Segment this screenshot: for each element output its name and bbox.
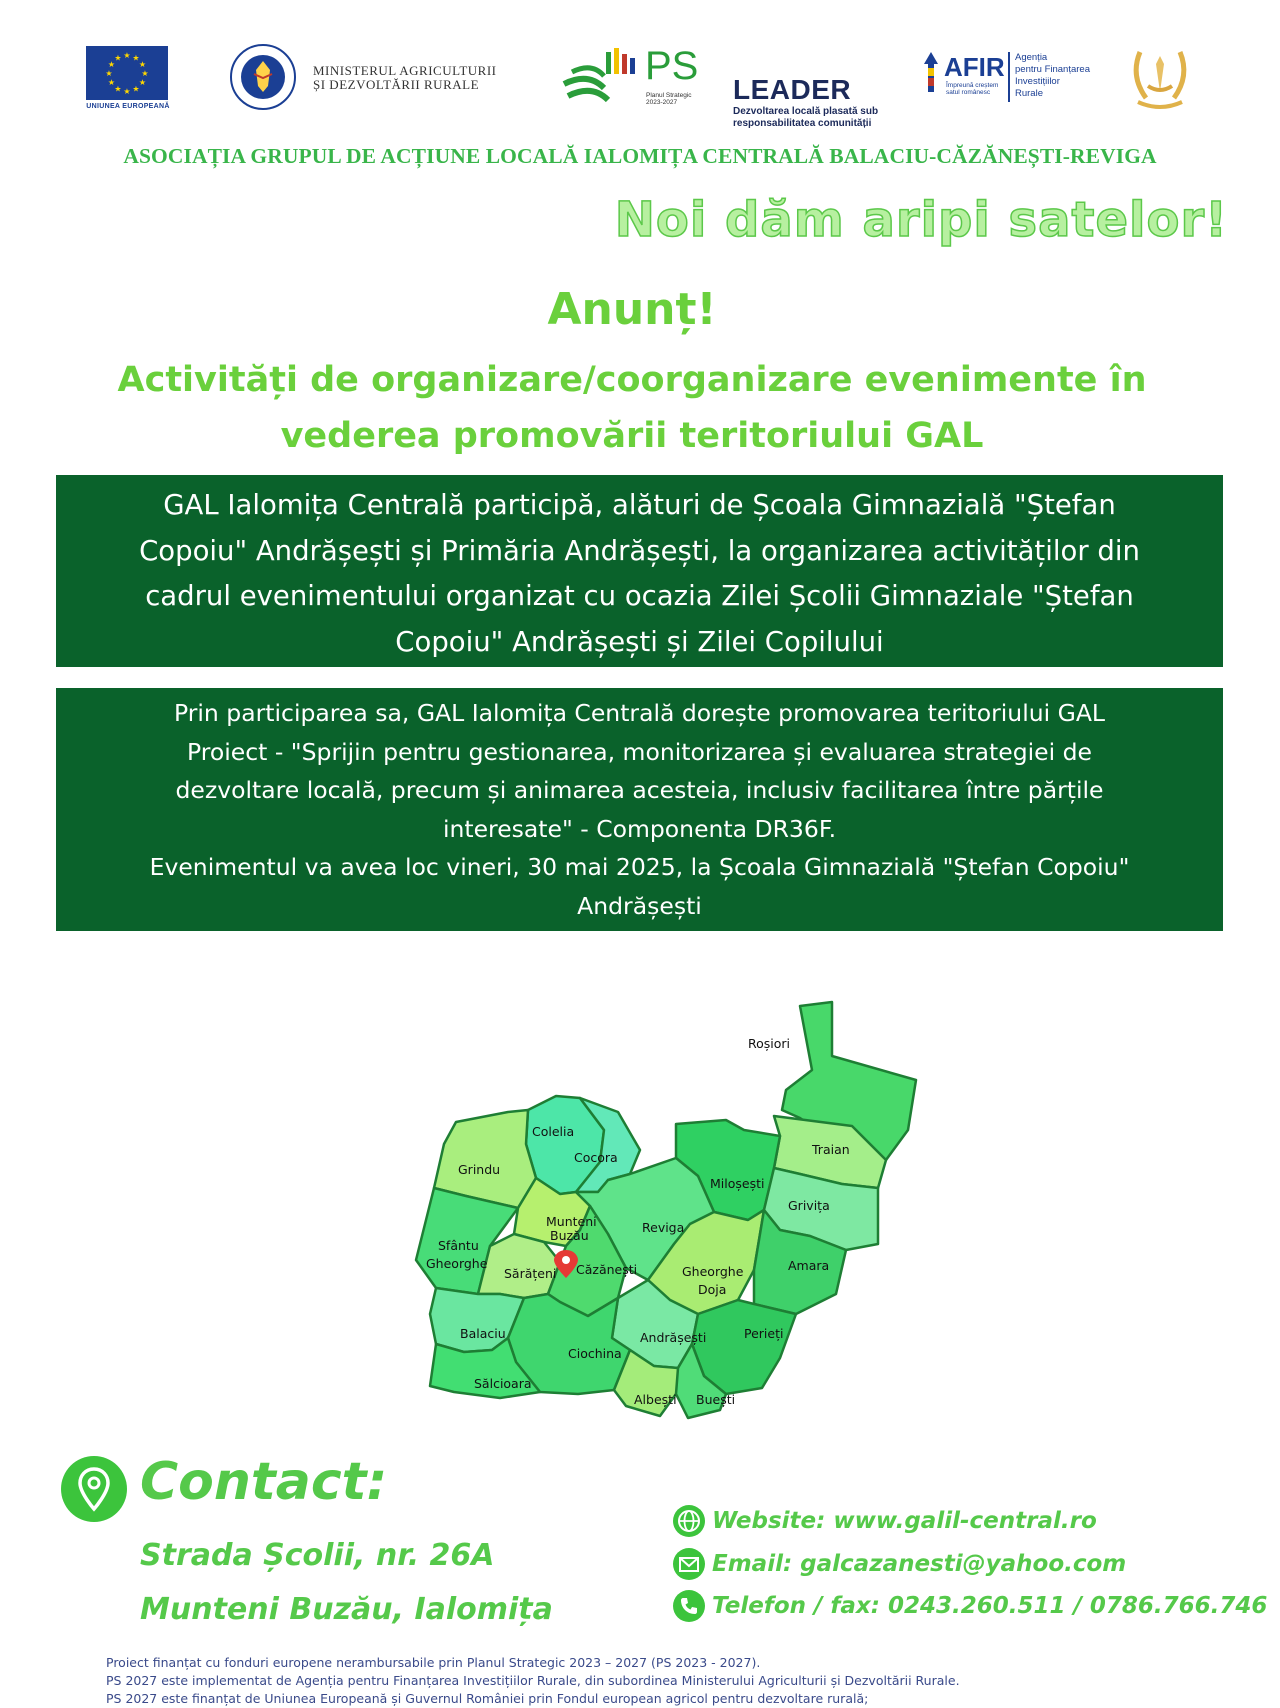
page-title: Anunț! — [547, 284, 717, 335]
afir-sub-line-2: satul românesc — [946, 89, 991, 96]
afir-desc-line: pentru Finanțarea — [1015, 64, 1090, 75]
email-row — [672, 1547, 1126, 1581]
eu-flag-logo — [86, 46, 168, 100]
map-label-rosiori: Roșiori — [748, 1036, 791, 1051]
svg-text:★: ★ — [138, 60, 147, 69]
map-label-colelia: Colelia — [532, 1124, 575, 1139]
page-subtitle — [80, 352, 1184, 464]
footer-line: Proiect finanțat cu fonduri europene nerambursabile prin Planul Strategic 2023 – 2027 (PS 2023 - 2027). — [106, 1655, 761, 1670]
svg-text:★: ★ — [107, 60, 116, 69]
map-label-balaciu: Balaciu — [460, 1326, 506, 1341]
leader-sub-line-1: Dezvoltarea locală plasată sub — [733, 106, 879, 117]
ps-logo-subtitle — [646, 92, 692, 106]
map-label-milosesti: Miloșești — [710, 1176, 765, 1191]
funding-footer — [106, 1654, 960, 1708]
map-label-salcioara: Sălcioara — [474, 1376, 532, 1391]
website-row — [672, 1504, 1097, 1538]
details-line: interesate" - Componenta DR36F. — [442, 814, 837, 843]
project-details-box — [56, 688, 1223, 931]
afir-divider — [1008, 52, 1010, 102]
svg-text:★: ★ — [105, 69, 113, 78]
subtitle-line-2: vederea promovării teritoriului GAL — [280, 416, 984, 456]
map-label-buzau: Buzău — [550, 1228, 589, 1243]
leader-logo-subtitle — [733, 106, 878, 130]
details-line: dezvoltare locală, precum și animarea acesteia, inclusiv facilitarea între părțile — [175, 776, 1104, 804]
svg-text:★: ★ — [132, 84, 140, 94]
details-line: Evenimentul va avea loc vineri, 30 mai 2025, la Școala Gimnazială "Ștefan Copoiu" — [149, 853, 1130, 881]
map-label-grindu: Grindu — [458, 1162, 501, 1177]
ps-sub-line-2: 2023-2027 — [646, 99, 678, 106]
map-label-gheorghe: Gheorghe — [426, 1256, 488, 1271]
footer-line: PS 2027 este implementat de Agenția pentru Finanțarea Investițiilor Rurale, din subordinea Ministerului Agriculturii și Dezvoltării Rurale. — [106, 1673, 960, 1688]
announcement-line: cadrul evenimentului organizat cu ocazia Zilei Școlii Gimnaziale "Ștefan — [145, 580, 1134, 612]
map-label-buesti: Buești — [696, 1392, 736, 1407]
address-line-2: Munteni Buzău, Ialomița — [140, 1592, 553, 1627]
afir-logo-subtitle — [946, 82, 998, 96]
map-label-munteni: Munteni — [546, 1214, 597, 1229]
eu-caption: UNIUNEA EUROPEANĂ — [86, 103, 170, 110]
details-line: Andrășești — [577, 891, 702, 920]
svg-text:★: ★ — [114, 53, 122, 63]
afir-tricolor-icon — [924, 52, 938, 100]
location-pin-icon — [60, 1455, 128, 1523]
phone-icon — [672, 1589, 706, 1623]
address-line-1: Strada Școlii, nr. 26A — [140, 1538, 495, 1573]
map-label-reviga: Reviga — [642, 1220, 685, 1235]
svg-text:★: ★ — [138, 78, 147, 87]
romanian-government-seal — [230, 44, 296, 110]
svg-text:★: ★ — [132, 53, 140, 63]
subtitle-line-1: Activități de organizare/coorganizare evenimente în — [117, 360, 1147, 400]
ps-sub-line-1: Planul Strategic — [646, 92, 692, 99]
ministry-logo-text — [313, 64, 497, 92]
map-label-albesti: Albești — [634, 1392, 677, 1407]
svg-text:★: ★ — [107, 78, 116, 87]
contact-heading: Contact: — [140, 1452, 388, 1512]
gal-territory-map — [408, 998, 920, 1454]
announcement-line: Copoiu" Andrășești și Zilei Copilului — [395, 625, 884, 658]
leader-sub-line-2: responsabilitatea comunității — [733, 118, 872, 129]
svg-text:★: ★ — [141, 69, 149, 78]
afir-desc-line: Agenția — [1015, 52, 1048, 63]
announcement-box — [56, 475, 1223, 667]
svg-text:★: ★ — [123, 51, 131, 60]
announcement-line: GAL Ialomița Centrală participă, alături de Școala Gimnazială "Ștefan — [163, 489, 1116, 521]
email-link[interactable]: Email: galcazanesti@yahoo.com — [712, 1551, 1127, 1577]
map-label-sarateni: Sărățeni — [504, 1266, 557, 1281]
map-label-ciochina: Ciochina — [568, 1346, 622, 1361]
map-label-perieti: Perieți — [744, 1326, 784, 1341]
afir-logo-text: AFIR — [944, 52, 1005, 82]
footer-line: PS 2027 este finanțat de Uniunea Europeană și Guvernul României prin Fondul european agricol pentru dezvoltare rurală; — [106, 1691, 869, 1706]
ministry-line-2: ȘI DEZVOLTĂRII RURALE — [313, 77, 480, 92]
afir-sub-line-1: Împreună creștem — [946, 82, 999, 89]
map-label-cocora: Cocora — [574, 1150, 618, 1165]
globe-icon — [672, 1504, 706, 1538]
phone-row — [672, 1589, 1267, 1623]
afir-desc-line: Investițiilor — [1015, 76, 1060, 87]
map-label-sfantu: Sfântu — [438, 1238, 479, 1253]
announcement-line: Copoiu" Andrășești și Primăria Andrășești, la organizarea activităților din — [139, 534, 1140, 567]
leader-logo-text: LEADER — [733, 74, 852, 105]
map-label-andrasesti: Andrășești — [640, 1330, 707, 1345]
afir-description — [1015, 52, 1090, 100]
details-line: Prin participarea sa, GAL Ialomița Centrală dorește promovarea teritoriului GAL — [173, 699, 1105, 727]
map-label-gheorghe-doja-1: Gheorghe — [682, 1264, 744, 1279]
map-label-cazanesti: Căzănești — [576, 1262, 638, 1277]
ps-logo-text: PS — [645, 44, 699, 88]
phone-number[interactable]: Telefon / fax: 0243.260.511 / 0786.766.746 — [712, 1593, 1268, 1619]
email-icon — [672, 1547, 706, 1581]
association-name: ASOCIAȚIA GRUPUL DE ACȚIUNE LOCALĂ IALOMIȚA CENTRALĂ BALACIU-CĂZĂNEȘTI-REVIGA — [123, 144, 1157, 168]
svg-text:★: ★ — [114, 84, 122, 94]
ministry-line-1: MINISTERUL AGRICULTURII — [313, 63, 497, 78]
afir-desc-line: Rurale — [1015, 88, 1043, 99]
slogan: Noi dăm aripi satelor! — [614, 192, 1228, 248]
map-label-gheorghe-doja-2: Doja — [698, 1282, 727, 1297]
map-label-traian: Traian — [812, 1142, 850, 1157]
website-link[interactable]: Website: www.galil-central.ro — [712, 1508, 1097, 1534]
gal-wheat-logo — [1126, 42, 1194, 110]
map-label-grivita: Grivița — [788, 1198, 830, 1213]
map-label-amara: Amara — [788, 1258, 830, 1273]
details-line: Proiect - "Sprijin pentru gestionarea, monitorizarea și evaluarea strategiei de — [186, 737, 1093, 766]
svg-text:★: ★ — [123, 87, 131, 96]
